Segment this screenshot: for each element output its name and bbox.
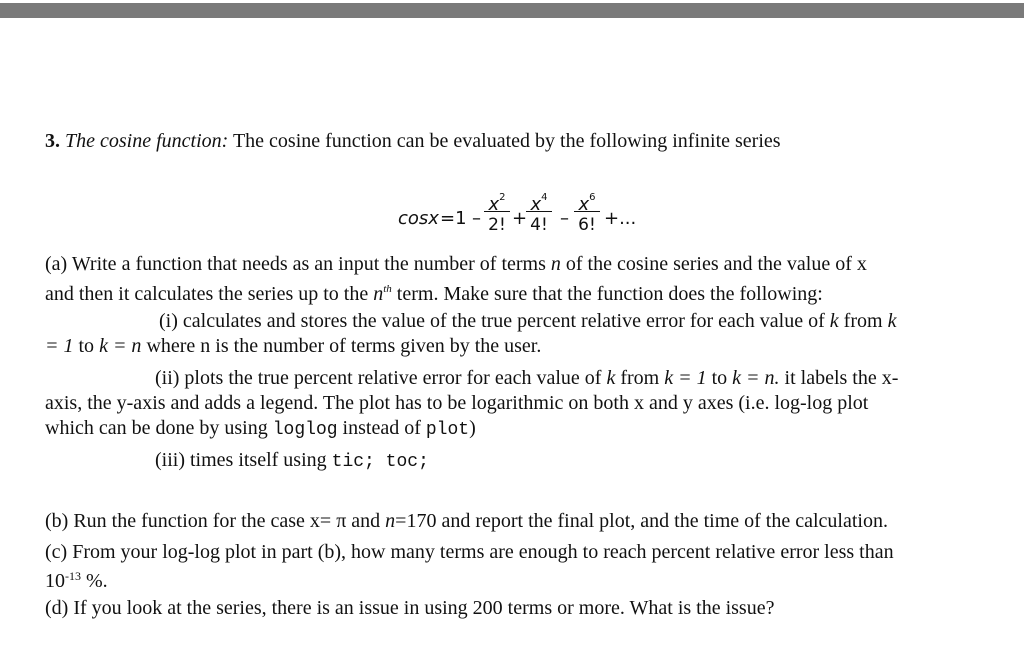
- range-start: k = 1: [664, 367, 707, 389]
- part-a-text: term. Make sure that the function does the following:: [391, 283, 823, 305]
- item-iii-line: [155, 448, 429, 474]
- item-i-text: to: [73, 335, 100, 357]
- equation-lhs: cosx: [398, 208, 439, 229]
- part-a-line-2: [45, 277, 823, 306]
- term2-numerator: x: [530, 194, 542, 215]
- term2-exponent: 4: [541, 192, 548, 203]
- part-b-text: (b) Run the function for the case x= π and: [45, 510, 386, 532]
- fraction-term-3: [570, 184, 604, 238]
- item-ii-text: ): [469, 417, 476, 439]
- part-a-text: of the cosine series and the value of x: [560, 253, 867, 275]
- part-d-line: (d) If you look at the series, there is an issue in using 200 terms or more. What is the issue?: [45, 597, 775, 619]
- item-ii-text: (ii) plots the true percent relative error for each value of: [155, 367, 607, 389]
- equation-equals-one: =1: [440, 208, 467, 229]
- question-title: The cosine function:: [65, 130, 229, 152]
- var-k: k: [829, 310, 839, 332]
- question-3-heading: [45, 129, 781, 153]
- var-n: n: [385, 510, 396, 532]
- equation-minus-1: –: [472, 208, 481, 229]
- part-b-text: =170 and report the final plot, and the time of the calculation.: [395, 510, 888, 532]
- item-ii-text: instead of: [337, 417, 426, 439]
- item-ii-text: which can be done by using: [45, 417, 273, 439]
- item-iii-text: (iii) times itself using: [155, 449, 332, 471]
- term1-denominator: 2!: [488, 215, 506, 235]
- item-i-line-2: [45, 334, 541, 358]
- part-c-line-2: [45, 564, 108, 593]
- range-end: k = n.: [732, 367, 780, 389]
- fraction-term-2: [522, 184, 556, 238]
- part-a-line-1: [45, 252, 867, 276]
- equation-tail: +...: [604, 208, 637, 229]
- part-c-line-1: (c) From your log-log plot in part (b), how many terms are enough to reach percent relative error less than: [45, 541, 894, 563]
- term1-numerator: x: [488, 194, 500, 215]
- item-ii-line-2: axis, the y-axis and adds a legend. The plot has to be logarithmic on both x and y axes (i.e. log-log plot: [45, 392, 869, 414]
- power-exponent: -13: [65, 569, 81, 583]
- range-end: k = n: [99, 335, 142, 357]
- range-start: = 1: [45, 335, 74, 357]
- power-base: 10: [45, 570, 65, 592]
- equation-minus-2: –: [560, 208, 569, 229]
- equation-plus: +: [512, 208, 528, 229]
- var-n: n: [550, 253, 561, 275]
- item-ii-line-3: [45, 416, 476, 442]
- percent-unit: %.: [81, 570, 108, 592]
- term3-exponent: 6: [589, 192, 596, 203]
- term3-numerator: x: [578, 194, 590, 215]
- item-ii-text: to: [706, 367, 733, 389]
- term3-denominator: 6!: [578, 215, 596, 235]
- part-b-line: [45, 509, 888, 533]
- top-border-band: [0, 3, 1024, 18]
- code-loglog: loglog: [272, 420, 338, 440]
- code-tic-toc: tic; toc;: [331, 452, 429, 472]
- term2-denominator: 4!: [530, 215, 548, 235]
- part-a-text: (a) Write a function that needs as an input the number of terms: [45, 253, 551, 275]
- ordinal-superscript: th: [383, 283, 392, 295]
- var-n: n: [373, 283, 384, 305]
- cosine-series-equation: [390, 184, 690, 244]
- term1-exponent: 2: [499, 192, 506, 203]
- question-intro: The cosine function can be evaluated by the following infinite series: [232, 130, 781, 152]
- item-ii-text: from: [615, 367, 665, 389]
- part-a-text: and then it calculates the series up to the: [45, 283, 374, 305]
- item-ii-line-1: [155, 366, 898, 390]
- var-k: k: [606, 367, 616, 389]
- question-number: 3.: [45, 130, 60, 152]
- code-plot: plot: [425, 420, 470, 440]
- item-i-text: where n is the number of terms given by the user.: [141, 335, 542, 357]
- item-i-line-1: [159, 309, 896, 333]
- top-border-bar: [0, 0, 1024, 22]
- item-ii-text: it labels the x-: [779, 367, 899, 389]
- item-i-text: (i) calculates and stores the value of the true percent relative error for each value of: [159, 310, 830, 332]
- item-i-text: from: [838, 310, 888, 332]
- var-k: k: [887, 310, 897, 332]
- fraction-term-1: [480, 184, 514, 238]
